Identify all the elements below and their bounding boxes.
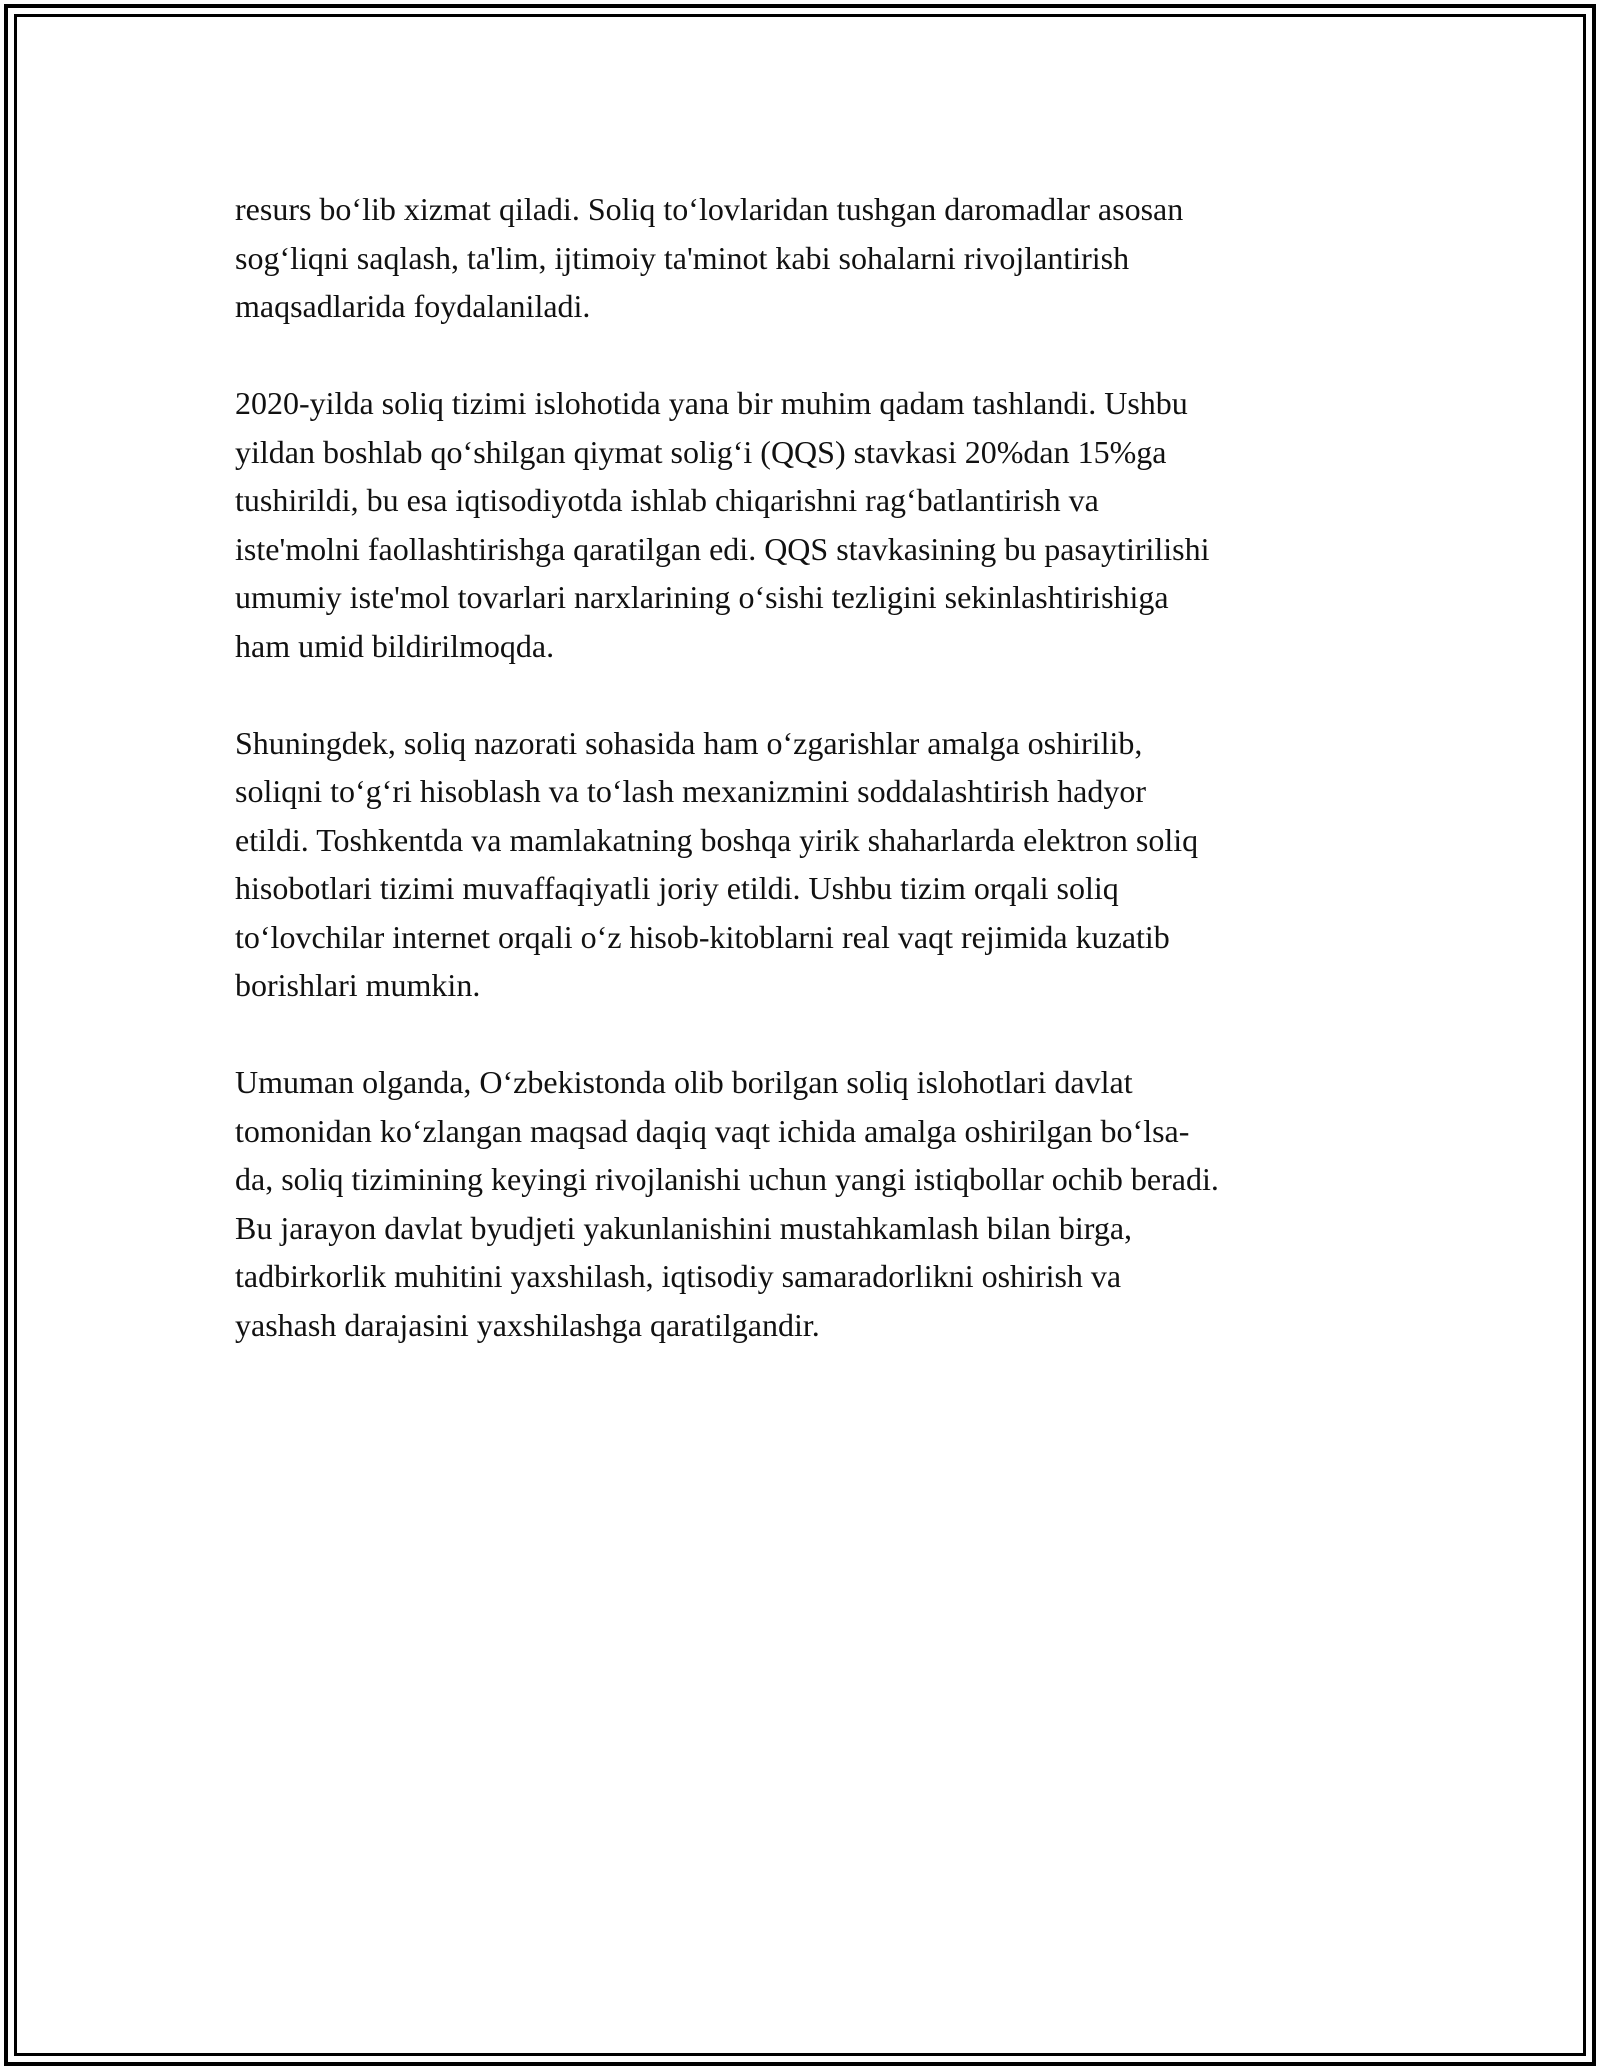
text-line: da, soliq tizimining keyingi rivojlanishi uchun yangi istiqbollar ochib beradi.	[235, 1161, 1219, 1197]
text-line: maqsadlarida foydalaniladi.	[235, 288, 591, 324]
text-line: Bu jarayon davlat byudjeti yakunlanishini mustahkamlash bilan birga,	[235, 1209, 1133, 1246]
paragraph-2	[235, 379, 1375, 670]
text-line: resurs bo‘lib xizmat qiladi. Soliq to‘lovlaridan tushgan daromadlar asosan	[235, 191, 1184, 227]
paragraph-1	[235, 185, 1375, 331]
text-line: hisobotlari tizimi muvaffaqiyatli joriy etildi. Ushbu tizim orqali soliq	[235, 870, 1119, 906]
text-line: tadbirkorlik muhitini yaxshilash, iqtisodiy samaradorlikni oshirish va	[235, 1258, 1122, 1294]
text-line: borishlari mumkin.	[235, 967, 481, 1003]
text-line: ham umid bildirilmoqda.	[235, 627, 555, 664]
text-line: yildan boshlab qo‘shilgan qiymat solig‘i (QQS) stavkasi 20%dan 15%ga	[235, 433, 1167, 470]
text-line: Umuman olganda, O‘zbekistonda olib borilgan soliq islohotlari davlat	[235, 1064, 1133, 1100]
text-line: soliqni to‘g‘ri hisoblash va to‘lash mexanizmini soddalashtirish hadyor	[235, 773, 1146, 809]
document-body	[235, 185, 1375, 1398]
text-line: yashash darajasini yaxshilashga qaratilgandir.	[235, 1306, 820, 1343]
text-line: iste'molni faollashtirishga qaratilgan edi. QQS stavkasining bu pasaytirilishi	[235, 530, 1210, 567]
text-line: Shuningdek, soliq nazorati sohasida ham o‘zgarishlar amalga oshirilib,	[235, 724, 1143, 761]
text-line: etildi. Toshkentda va mamlakatning boshqa yirik shaharlarda elektron soliq	[235, 821, 1199, 858]
text-line: to‘lovchilar internet orqali o‘z hisob-kitoblarni real vaqt rejimida kuzatib	[235, 918, 1170, 955]
text-line: tushirildi, bu esa iqtisodiyotda ishlab chiqarishni rag‘batlantirish va	[235, 482, 1099, 518]
text-line: umumiy iste'mol tovarlari narxlarining o‘sishi tezligini sekinlashtirishiga	[235, 579, 1169, 615]
paragraph-3	[235, 719, 1375, 1010]
text-line: sog‘liqni saqlash, ta'lim, ijtimoiy ta'minot kabi sohalarni rivojlantirish	[235, 239, 1130, 276]
text-line: tomonidan ko‘zlangan maqsad daqiq vaqt ichida amalga oshirilgan bo‘lsa-	[235, 1112, 1190, 1149]
paragraph-4	[235, 1058, 1375, 1349]
text-line: 2020-yilda soliq tizimi islohotida yana bir muhim qadam tashlandi. Ushbu	[235, 385, 1188, 421]
